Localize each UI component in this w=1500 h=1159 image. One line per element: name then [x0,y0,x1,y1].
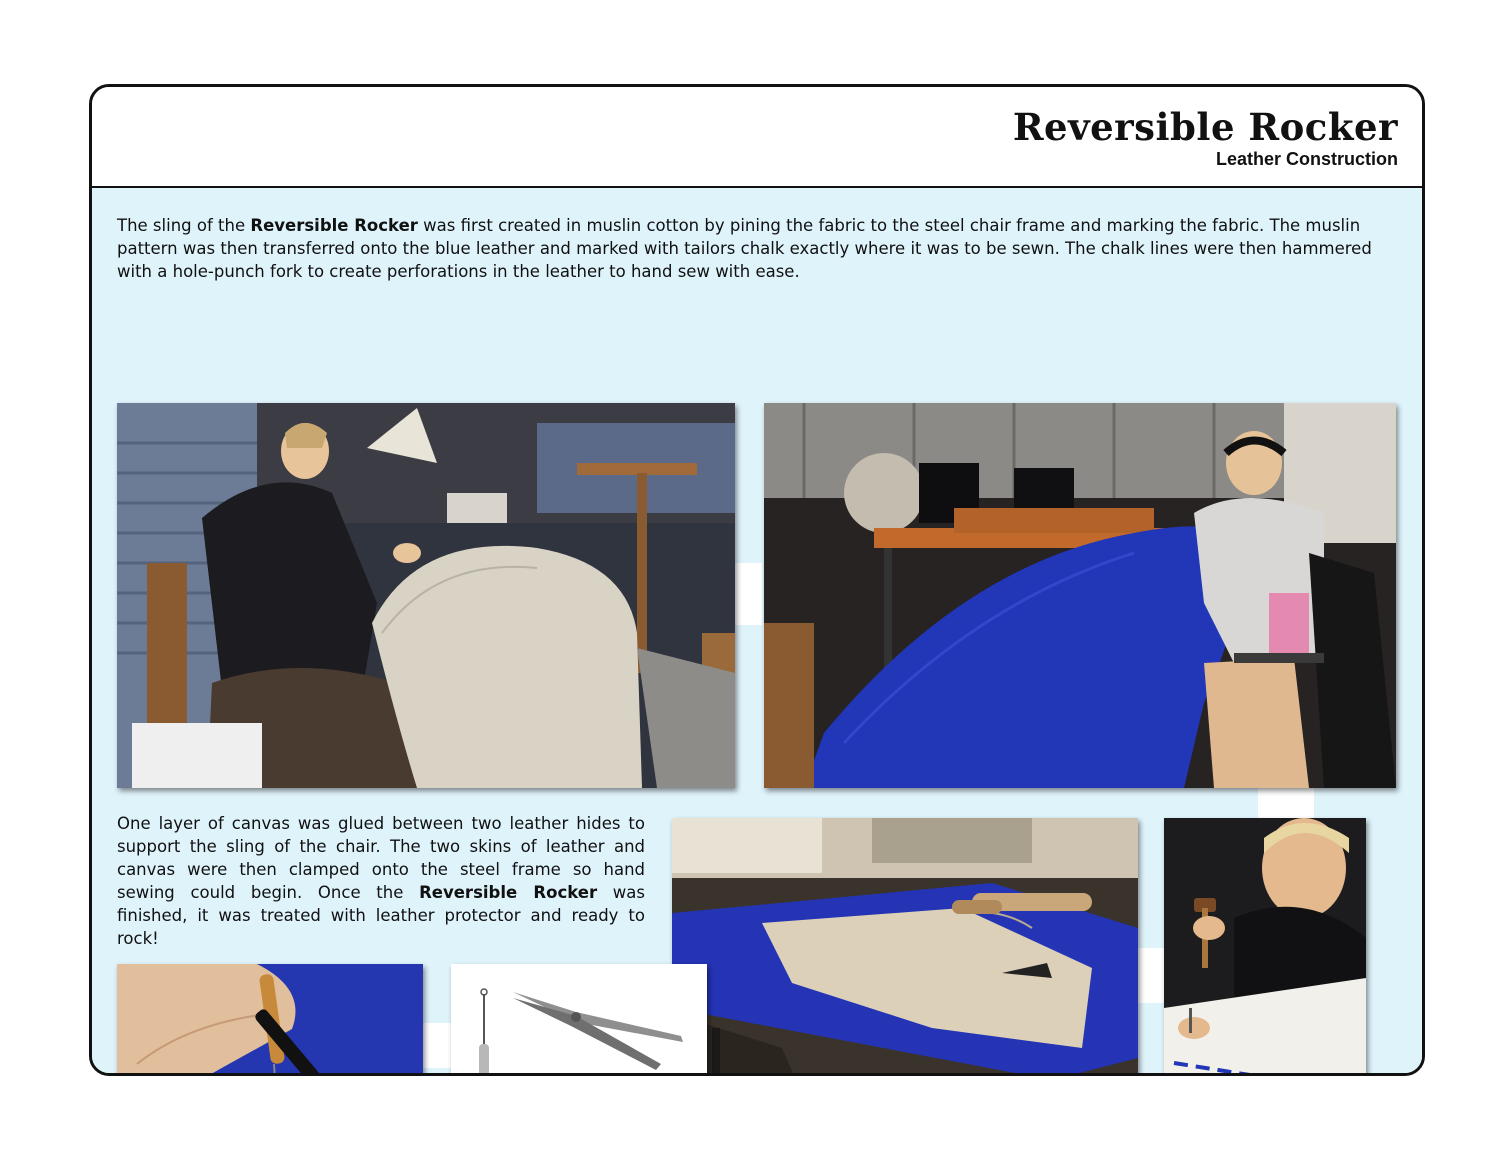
para2-bold-name: Reversible Rocker [419,883,598,902]
photo-sewing-tools [451,964,707,1076]
photo-hammering-perforations [1164,818,1366,1076]
intro-text-2: was first created in muslin cotton by pining the fabric to the steel chair frame and marking the fabric. The muslin pattern was then transferred onto the blue leather and marked with tailors chalk exactly where it was to be sewn. The chalk lines were then hammered with a hole-punch fork to create perforations in the leather to hand sew with ease. [117,216,1372,281]
decorative-tab [1258,788,1314,818]
photo-blue-leather-frame [764,403,1396,788]
intro-paragraph [117,214,1397,283]
page-header [92,87,1422,188]
intro-text-1: The sling of the [117,216,251,235]
photo-pattern-on-leather [672,818,1138,1076]
content-panel [92,188,1422,1073]
decorative-tab [421,1023,453,1068]
page-frame [89,84,1425,1076]
photo-awl-on-leather [117,964,423,1076]
para2-text-2: was finished, it was treated with leather protector and ready to rock! [117,883,645,948]
page-subtitle: Leather Construction [1215,149,1398,169]
intro-bold-name: Reversible Rocker [250,216,418,235]
para2-text-1: One layer of canvas was glued between two leather hides to support the sling of the chair. The two skins of leather and canvas were then clamped onto the steel frame so hand sewing could begin. Once the [117,814,645,902]
page-title: Reversible Rocker [1012,105,1398,149]
photo-muslin-pattern [117,403,735,788]
decorative-tab [732,563,762,625]
second-paragraph [117,812,645,950]
decorative-tab [1136,948,1166,1003]
